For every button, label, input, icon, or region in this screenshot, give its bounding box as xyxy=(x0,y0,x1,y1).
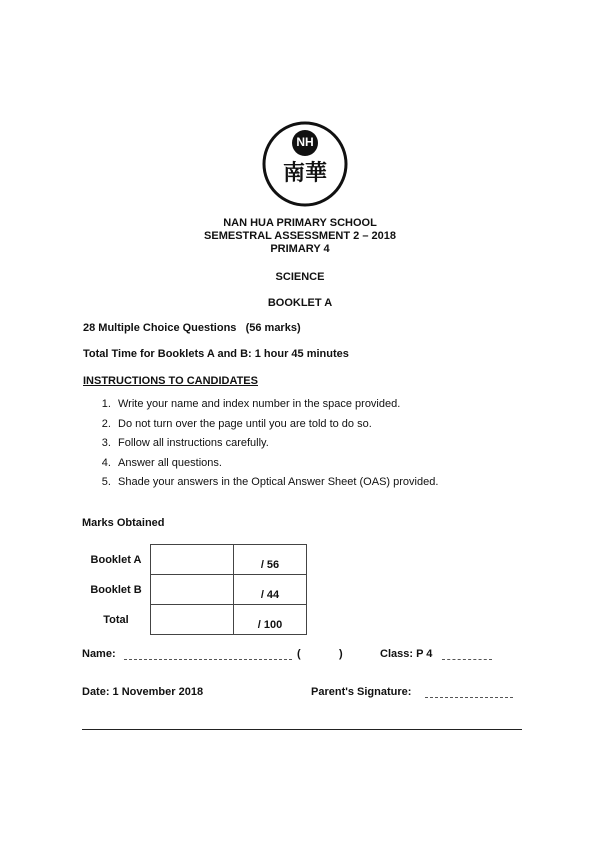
bottom-divider xyxy=(82,729,522,730)
marks-row-booklet-b xyxy=(82,575,307,605)
name-blank[interactable] xyxy=(124,649,292,660)
marks-row-booklet-a xyxy=(82,545,307,575)
marks-table xyxy=(82,544,307,635)
subject-title: SCIENCE xyxy=(275,271,325,283)
instruction-item: 2. Do not turn over the page until you are told to do so. xyxy=(114,415,438,435)
marks-total: / 56 xyxy=(234,545,307,575)
school-logo xyxy=(262,121,348,207)
instruction-item: 1. Write your name and index number in the space provided. xyxy=(114,395,438,415)
assessment-title: SEMESTRAL ASSESSMENT 2 – 2018 xyxy=(204,230,396,242)
time-info: Total Time for Booklets A and B: 1 hour 45 minutes xyxy=(83,348,349,360)
school-name: NAN HUA PRIMARY SCHOOL xyxy=(223,217,377,229)
name-label: Name: xyxy=(82,648,116,660)
instruction-item: 4. Answer all questions. xyxy=(114,454,438,474)
signature-blank[interactable] xyxy=(425,687,513,698)
marks-label: Booklet A xyxy=(90,553,142,566)
date-label: Date: 1 November 2018 xyxy=(82,686,204,698)
instruction-item: 3. Follow all instructions carefully. xyxy=(114,434,438,454)
marks-label: Booklet B xyxy=(90,583,142,596)
signature-label: Parent's Signature: xyxy=(311,686,412,698)
booklet-title: BOOKLET A xyxy=(267,297,333,309)
marks-score-cell xyxy=(151,545,234,575)
marks-label: Total xyxy=(103,613,129,626)
class-label: Class: P 4 xyxy=(380,648,433,660)
index-close-paren: ) xyxy=(339,648,343,660)
logo-emblem-text: NH xyxy=(296,135,314,149)
class-blank[interactable] xyxy=(442,649,492,660)
instructions-title: INSTRUCTIONS TO CANDIDATES xyxy=(83,375,258,387)
logo-chinese-text: 南華 xyxy=(282,161,327,186)
index-open-paren: ( xyxy=(297,648,301,660)
marks-score-cell xyxy=(151,605,234,635)
instructions-list xyxy=(96,395,438,493)
marks-score-cell xyxy=(151,575,234,605)
marks-row-total xyxy=(82,605,307,635)
marks-total: / 100 xyxy=(234,605,307,635)
instruction-item: 5. Shade your answers in the Optical Answer Sheet (OAS) provided. xyxy=(114,473,438,493)
index-number-blank[interactable] xyxy=(304,649,334,659)
marks-total: / 44 xyxy=(234,575,307,605)
level-title: PRIMARY 4 xyxy=(270,243,330,255)
marks-title: Marks Obtained xyxy=(82,517,165,529)
questions-info: 28 Multiple Choice Questions (56 marks) xyxy=(83,322,301,334)
